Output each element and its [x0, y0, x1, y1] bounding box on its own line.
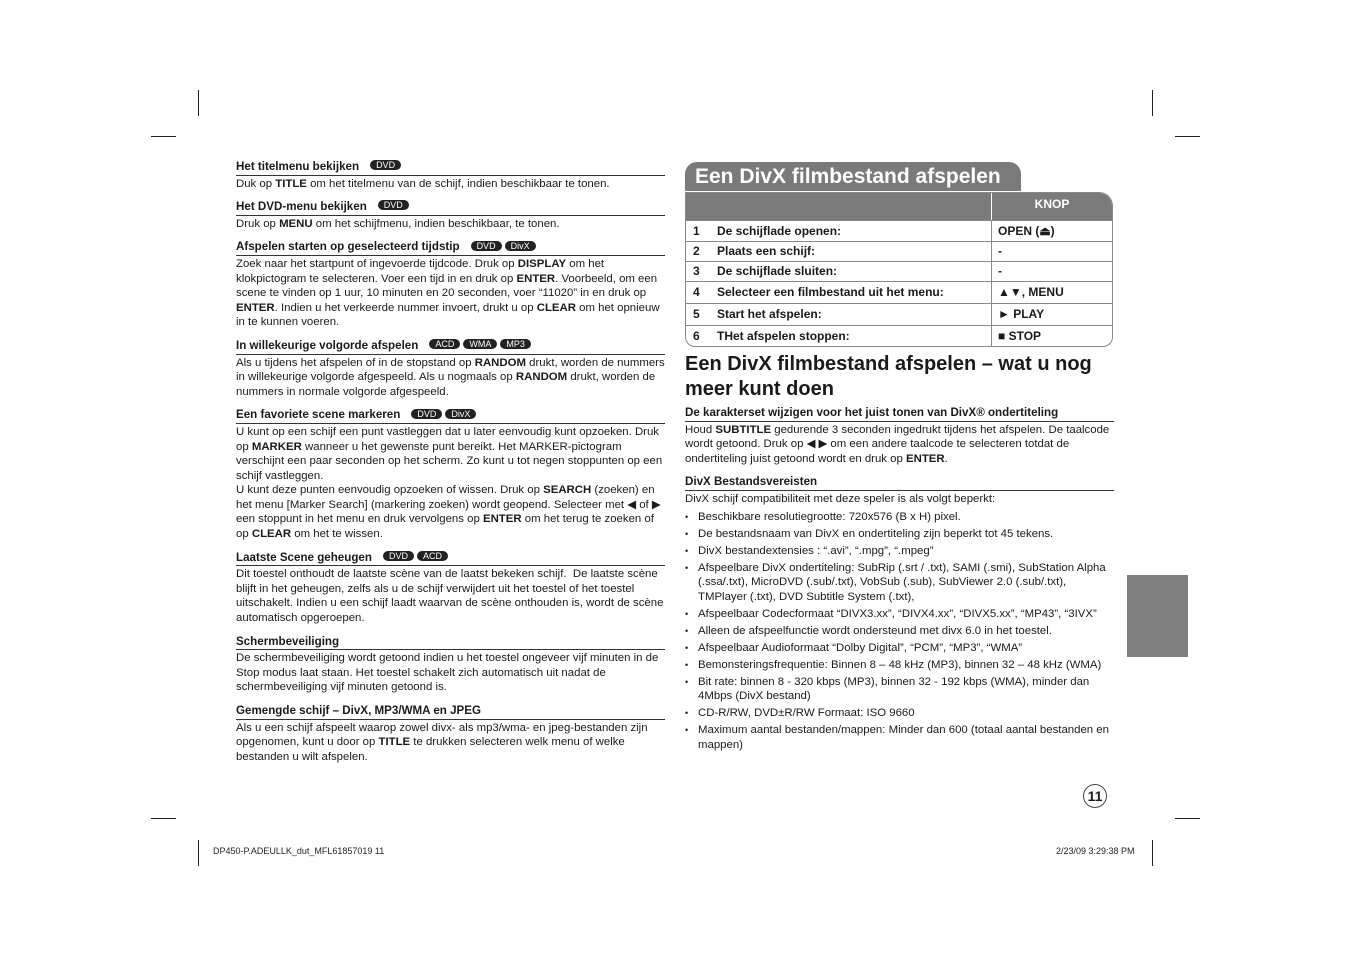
- disc-type-badge: DVD: [471, 241, 502, 251]
- section-heading: Een favoriete scene markeren DVD DivX: [236, 408, 665, 424]
- disc-type-badge: ACD: [417, 551, 448, 561]
- right-column: [685, 352, 1114, 755]
- list-item: • Maximum aantal bestanden/mappen: Minder dan 600 (totaal aantal bestanden en mappen): [685, 723, 1114, 752]
- crop-mark: [1152, 840, 1153, 866]
- sub-heading-charset: De karakterset wijzigen voor het juist tonen van DivX® ondertiteling: [685, 406, 1114, 422]
- table-row: 3 De schijflade sluiten: -: [686, 261, 1112, 281]
- sub-heading-requirements: DivX Bestandsvereisten: [685, 475, 1114, 491]
- table-row: 6 THet afspelen stoppen: ■ STOP: [686, 325, 1112, 346]
- crop-mark: [1175, 136, 1200, 137]
- section-text: Als u een schijf afspeelt waarop zowel divx- als mp3/wma- en jpeg-bestanden zijn opgenomen, kunt u door op TITLE te drukken selecteren welk menu of welke bestanden u wilt afspelen.: [236, 721, 648, 763]
- section-heading: In willekeurige volgorde afspelen ACD WMA MP3: [236, 339, 665, 355]
- list-item: • DivX bestandextensies : “.avi”, “.mpg”, “.mpeg”: [685, 544, 1114, 559]
- section-text: Zoek naar het startpunt of ingevoerde tijdcode. Druk op DISPLAY om het klokpictogram te selecteren. Voer een tijd in en druk op ENTER. Voorbeeld, om een scene te vinden op 1 uur, 10 minuten en 20 seconden, voer “11020” in en druk op ENTER. Indien u het verkeerde nummer invoert, drukt u op CLEAR om het opnieuw in te kunnen voeren.: [236, 257, 660, 329]
- crop-mark: [1175, 818, 1200, 819]
- charset-text: Houd SUBTITLE gedurende 3 seconden ingedrukt tijdens het afspelen. De taalcode wordt getoond. Druk op ◀ ▶ om een andere taalcode te selecteren totdat de ondertiteling juist getoond wordt en druk op ENTER.: [685, 423, 1110, 465]
- list-item: • Beschikbare resolutiegrootte: 720x576 (B x H) pixel.: [685, 510, 1114, 525]
- table-header: [686, 193, 1112, 220]
- left-column: [236, 160, 665, 764]
- disc-type-badge: DVD: [378, 200, 409, 210]
- crop-mark: [1152, 90, 1153, 116]
- disc-type-badge: DVD: [411, 409, 442, 419]
- heading-more: Een DivX filmbestand afspelen – wat u nog meer kunt doen: [685, 353, 1092, 400]
- list-item: • Afspeelbare DivX ondertiteling: SubRip (.srt / .txt), SAMI (.smi), SubStation Alpha (.ssa/.txt), MicroDVD (.sub/.txt), VobSub (.sub), SubViewer 2.0 (.sub/.txt), TMPlayer (.txt), DVD Subtitle System (.txt),: [685, 561, 1114, 605]
- section-text: De schermbeveiliging wordt getoond indien u het toestel ongeveer vijf minuten in de Stop modus laat staan. Het toestel schakelt zich automatisch uit nadat de schermbeveiliging vijf minuten getoond is.: [236, 652, 659, 694]
- section-heading: Laatste Scene geheugen DVD ACD: [236, 551, 665, 567]
- section-heading: Schermbeveiliging: [236, 635, 665, 651]
- footer-right: 2/23/09 3:29:38 PM: [1056, 846, 1135, 856]
- disc-type-badge: DivX: [445, 409, 476, 419]
- section-heading: Het titelmenu bekijken DVD: [236, 160, 665, 176]
- section-heading: Gemengde schijf – DivX, MP3/WMA en JPEG: [236, 704, 665, 720]
- footer-left: DP450-P.ADEULLK_dut_MFL61857019 11: [213, 846, 385, 856]
- disc-type-badge: ACD: [429, 339, 460, 349]
- page-number: 11: [1083, 784, 1107, 808]
- disc-type-badge: WMA: [463, 339, 497, 349]
- list-item: • Bemonsteringsfrequentie: Binnen 8 – 48 kHz (MP3), binnen 32 – 48 kHz (WMA): [685, 658, 1114, 673]
- crop-mark: [151, 136, 176, 137]
- list-item: • De bestandsnaam van DivX en ondertiteling zijn beperkt tot 45 tekens.: [685, 527, 1114, 542]
- requirements-intro: DivX schijf compatibiliteit met deze speler is als volgt beperkt:: [685, 492, 996, 505]
- list-item: • Bit rate: binnen 8 - 320 kbps (MP3), binnen 32 - 192 kbps (WMA), minder dan 4Mbps (DivX bestand): [685, 675, 1114, 704]
- list-item: • CD-R/RW, DVD±R/RW Formaat: ISO 9660: [685, 706, 1114, 721]
- button-table: [685, 192, 1113, 347]
- disc-type-badge: DVD: [370, 160, 401, 170]
- table-row: 1 De schijflade openen: OPEN (⏏): [686, 220, 1112, 241]
- disc-type-badge: MP3: [500, 339, 531, 349]
- list-item: • Alleen de afspeelfunctie wordt ondersteund met divx 6.0 in het toestel.: [685, 624, 1114, 639]
- table-row: 5 Start het afspelen: ► PLAY: [686, 303, 1112, 325]
- section-heading: Afspelen starten op geselecteerd tijdstip DVD DivX: [236, 240, 665, 256]
- section-text: Als u tijdens het afspelen of in de stopstand op RANDOM drukt, worden de nummers in willekeurige volgorde afgespeeld. Als u nogmaals op RANDOM drukt, worden de nummers in normale volgorde afgespeeld.: [236, 356, 665, 398]
- crop-mark: [198, 840, 199, 866]
- requirements-list: [685, 510, 1114, 753]
- table-header-knop: KNOP: [991, 193, 1112, 220]
- disc-type-badge: DVD: [383, 551, 414, 561]
- section-text: U kunt op een schijf een punt vastleggen dat u later eenvoudig kunt opzoeken. Druk op MARKER wanneer u het gewenste punt bereikt. Het MARKER-pictogram verschijnt een paar seconden op het scherm. Zo kunt u tot negen stoppunten op een schijf vastleggen. U kunt deze punten eenvoudig opzoeken of wissen. Druk op SEARCH (zoeken) en het menu [Marker Search] (markering zoeken) wordt geopend. Selecteer met ◀ of ▶ een stoppunt in het menu en druk vervolgens op ENTER om het terug te zoeken of op CLEAR om het te wissen.: [236, 425, 663, 541]
- disc-type-badge: DivX: [505, 241, 536, 251]
- crop-mark: [151, 818, 176, 819]
- table-row: 2 Plaats een schijf: -: [686, 241, 1112, 261]
- section-heading: Het DVD-menu bekijken DVD: [236, 200, 665, 216]
- table-row: 4 Selecteer een filmbestand uit het menu: ▲▼, MENU: [686, 281, 1112, 303]
- section-text: Dit toestel onthoudt de laatste scène van de laatst bekeken schijf. De laatste scène blijft in het geheugen, zelfs als u de schijf verwijdert uit het toestel of het toestel uitschakelt. Indien u een schijf laadt waarvan de scène onthouden is, wordt de scène automatisch opgeroepen.: [236, 568, 664, 625]
- list-item: • Afspeelbaar Codecformaat “DIVX3.xx”, “DIVX4.xx”, “DIVX5.xx”, “MP43”, “3IVX”: [685, 607, 1114, 622]
- list-item: • Afspeelbaar Audioformaat “Dolby Digital”, “PCM”, “MP3”, “WMA”: [685, 641, 1114, 656]
- side-tab-marker: [1127, 575, 1188, 657]
- section-tab-title: Een DivX filmbestand afspelen: [685, 162, 1021, 191]
- crop-mark: [198, 90, 199, 116]
- section-text: Duk op TITLE om het titelmenu van de schijf, indien beschikbaar te tonen.: [236, 177, 610, 190]
- section-text: Druk op MENU om het schijfmenu, indien beschikbaar, te tonen.: [236, 217, 560, 230]
